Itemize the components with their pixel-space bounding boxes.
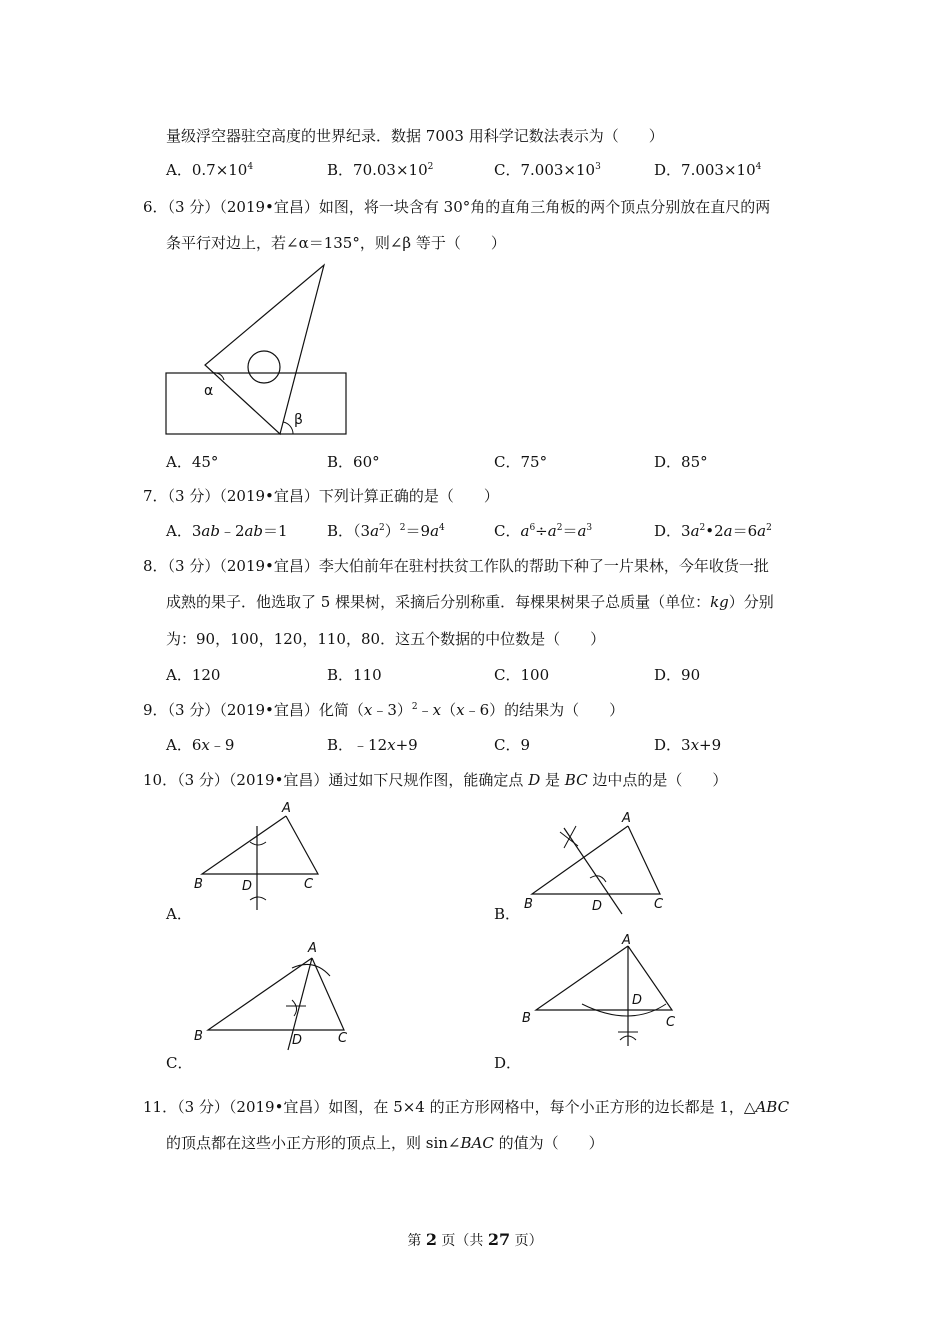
q6-option-b: B．60° [327,453,380,471]
q9-option-d: D．3x+9 [654,736,722,754]
svg-text:C: C [338,1031,348,1046]
q10-fig-label-b: B． [494,905,521,923]
q6-option-c: C．75° [494,453,548,471]
q11-stem-line1: 11．（3 分）（2019•宜昌）如图，在 5×4 的正方形网格中，每个小正方形的边长都是 1，△ABC [143,1098,790,1116]
svg-text:C: C [304,877,314,892]
q6-option-d: D．85° [654,453,708,471]
svg-text:D: D [242,879,253,894]
svg-text:D: D [632,993,643,1008]
q9-stem: 9．（3 分）（2019•宜昌）化简（x﹣3）$^2$﹣x（x﹣6）的结果为（ ） [143,701,625,719]
q11-stem-line2: 的顶点都在这些小正方形的顶点上，则 sin∠BAC 的值为（ ） [166,1134,604,1152]
svg-text:A: A [282,801,291,816]
q7-option-c: C．$a^6\div a^2=a^3$ [494,522,593,540]
q8-stem-line3: 为：90，100，120，110，80．这五个数据的中位数是（ ） [166,630,606,648]
svg-text:B: B [524,897,533,912]
q6-stem-line2: 条平行对边上，若∠α＝135°，则∠β 等于（ ） [166,234,506,252]
q7-option-a: A．3ab﹣2ab＝1 [166,522,288,540]
svg-text:C: C [654,897,664,912]
q8-option-d: D．90 [654,666,701,684]
q7-option-b: B．$(3a^2)^2=9a^4$ [327,522,445,540]
svg-text:C: C [666,1015,676,1030]
q6-stem-line1: 6．（3 分）（2019•宜昌）如图，将一块含有 30°角的直角三角板的两个顶点分别放在直尺的两 [143,198,771,216]
q5-stem-tail: 量级浮空器驻空高度的世界纪录．数据 7003 用科学记数法表示为（ ） [166,127,664,145]
q8-option-b: B．110 [327,666,382,684]
q10-fig-label-d: D． [494,1054,522,1072]
q9-option-a: A．6x﹣9 [166,736,235,754]
svg-text:B: B [194,1029,203,1044]
set-square-hole [248,351,280,383]
ruler [166,373,346,434]
q10-figure-b [520,808,680,918]
q9-option-b: B．﹣12x+9 [327,736,418,754]
q8-option-c: C．100 [494,666,550,684]
beta-label: β [294,412,303,428]
q10-fig-label-a: A． [166,905,192,923]
svg-text:A: A [308,941,317,956]
q5-option-b: B．$70.03\times 10^2$ [327,161,434,179]
q10-figure-c [190,938,360,1053]
q10-fig-label-c: C． [166,1054,193,1072]
q5-option-a: A．$0.7\times 10^4$ [166,161,254,179]
q8-stem-line1: 8．（3 分）（2019•宜昌）李大伯前年在驻村扶贫工作队的帮助下种了一片果林，今年收货一批 [143,557,769,575]
q10-figure-a [190,798,330,918]
q6-option-a: A．45° [166,453,219,471]
q5-option-c: C．$7.003\times 10^3$ [494,161,601,179]
q10-stem: 10．（3 分）（2019•宜昌）通过如下尺规作图，能确定点 D 是 BC 边中点的是（ ） [143,771,728,789]
alpha-label: α [204,383,214,399]
q9-option-c: C．9 [494,736,531,754]
page-footer: 第 2 页（共 27 页） [407,1230,543,1249]
q10-figure-d [520,932,690,1052]
beta-arc [283,422,293,434]
svg-text:A: A [622,933,631,948]
q8-option-a: A．120 [166,666,221,684]
svg-text:A: A [622,811,631,826]
q6-figure-ruler-triangle [160,262,360,442]
svg-text:D: D [592,899,603,914]
q5-option-d: D．$7.003\times 10^4$ [654,161,762,179]
q7-stem: 7．（3 分）（2019•宜昌）下列计算正确的是（ ） [143,487,499,505]
q7-option-d: D．$3a^2•2a=6a^2$ [654,522,772,540]
svg-text:D: D [292,1033,303,1048]
set-square [205,265,324,434]
svg-text:B: B [522,1011,531,1026]
q8-stem-line2: 成熟的果子．他选取了 5 棵果树，采摘后分别称重．每棵果树果子总质量（单位：kg）分别 [166,593,774,611]
svg-text:B: B [194,877,203,892]
